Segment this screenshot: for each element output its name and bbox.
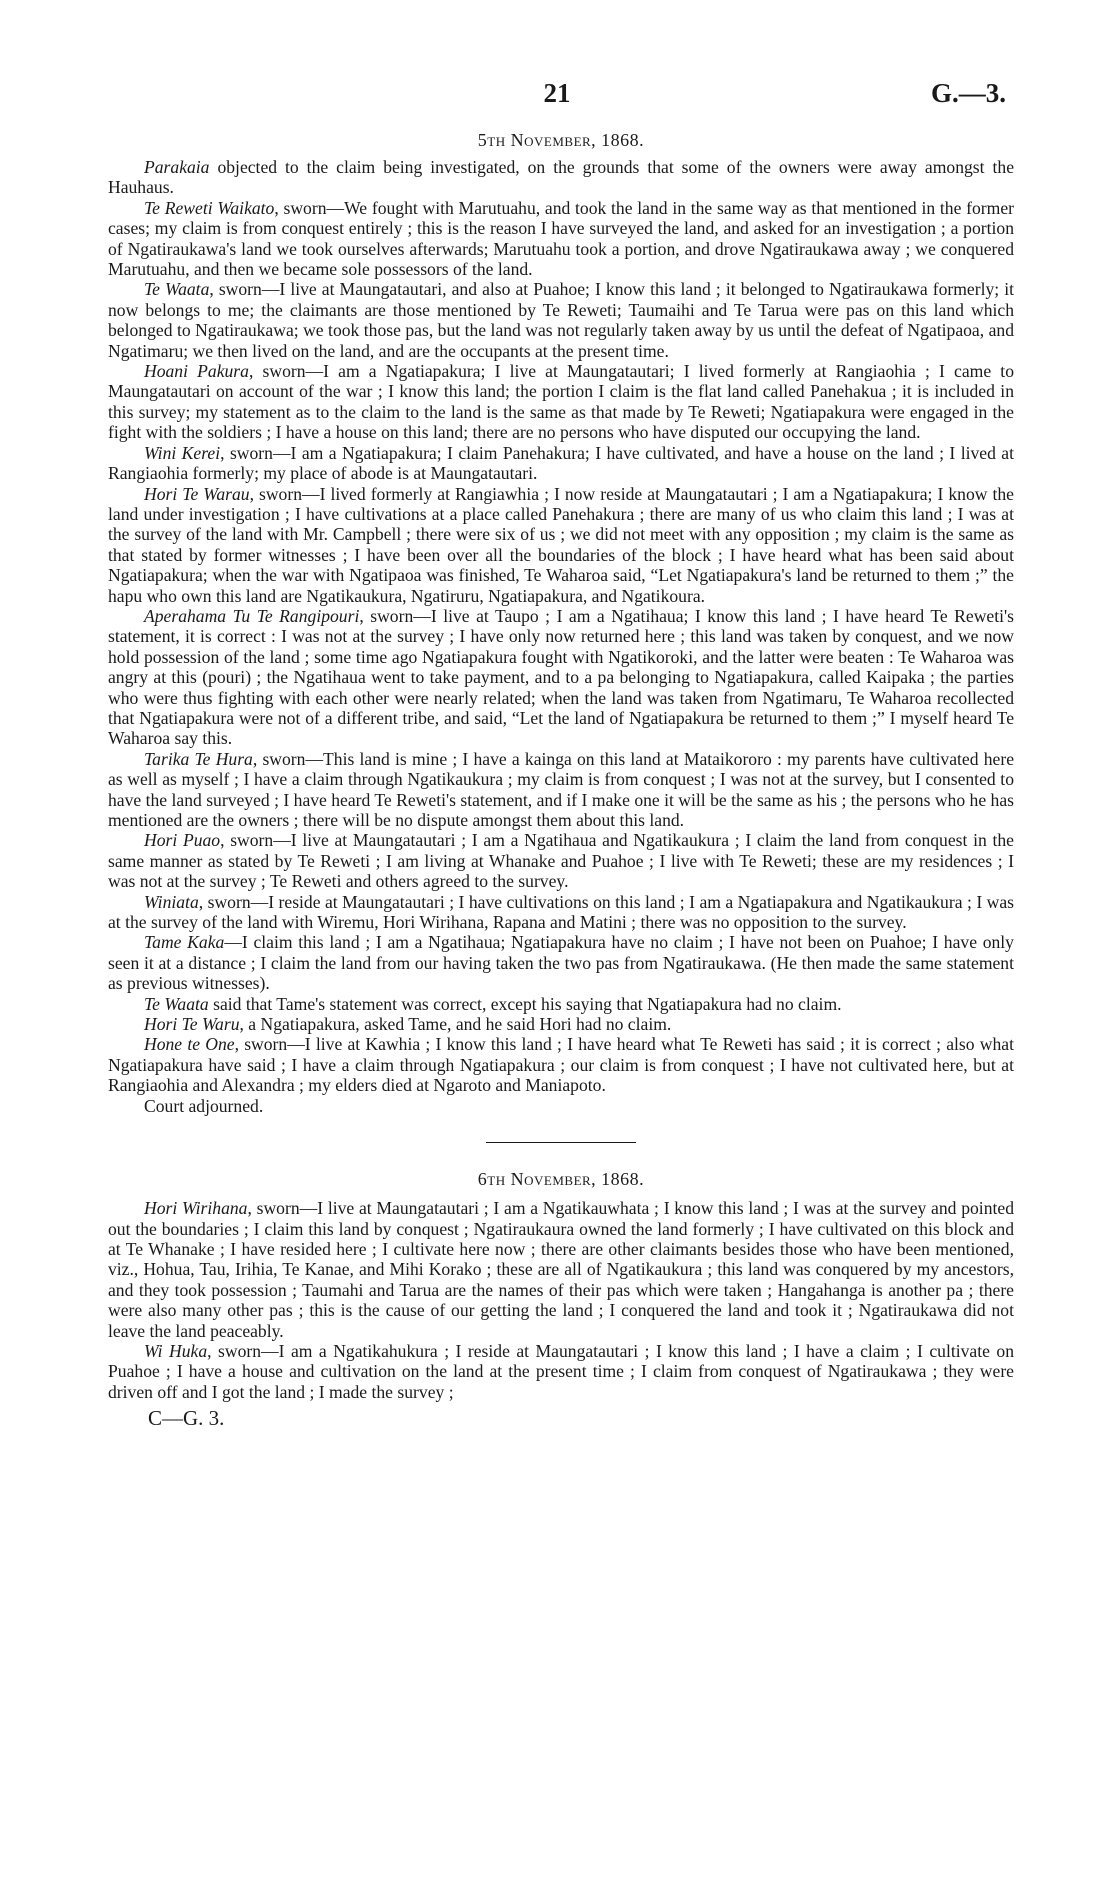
testimony-paragraph [108,443,1014,484]
testimony-text: , sworn—I live at Maungatautari, and also at Puahoe; I know this land ; it belonged to Ngatiraukawa formerly; it now belongs to me; the claimants are those mentioned by Te Reweti; Taumaihi and Te Tarua were pas on this land which belonged to Ngatiraukawa; we took those pas, but the land was not regularly taken away by us until the defeat of Ngatipaoa, and Ngatimaru; we then lived on the land, and are the occupants at the present time. [108,279,1015,361]
testimony-paragraph [108,198,1014,280]
speaker-name: Aperahama Tu Te Rangipouri [144,605,360,626]
testimony-paragraph [108,1198,1014,1341]
testimony-text: —I claim this land ; I am a Ngatihaua; Ngatiapakura have no claim ; I have not been on Puahoe; I have only seen it at a distance ; I claim the land from our having taken the two pas from Ngatiraukawa. (He then made the same statement as previous witnesses). [108,932,1014,994]
testimony-text: , sworn—I live at Kawhia ; I know this land ; I have heard what Te Reweti has said ; it is correct ; also what Ngatiapakura have said ; I have a claim through Ngatiapakura ; our claim is from conquest ; I have not cultivated here, but at Rangiaohia and Alexandra ; my elders died at Ngaroto and Maniapoto. [108,1034,1014,1096]
testimony-paragraph [108,484,1014,606]
testimony-text: , sworn—I live at Taupo ; I am a Ngatihaua; I know this land ; I have heard Te Reweti's statement, it is correct : I was not at the survey ; I have only now returned here ; this land was taken by conquest, and we now hold possession of the land ; some time ago Ngatiapakura fought with Ngatikoroki, and the latter were beaten : Te Waharoa was angry at this (pouri) ; the Ngatihaua went to take payment, and to a pa belonging to Ngatiapakura, called Kaipaka ; the parties who were thus fighting with each other were nearly related; when the land was taken from Ngatimaru, Te Waharoa recollected that Ngatiapakura were not of a different tribe, and said, “Let the land of Ngatiapakura be returned to them ;” I myself heard Te Waharoa say this. [108,605,1014,749]
signature-mark: C—G. 3. [148,1406,225,1431]
speaker-name: Wi Huka [144,1340,208,1361]
testimony-text: , sworn—We fought with Marutuahu, and took the land in the same way as that mentioned in the former cases; my claim is from conquest entirely ; this is the reason I have surveyed the land, and asked for an investigation ; a portion of Ngatiraukawa's land we took ourselves afterwards; Marutuahu took a portion, and drove Ngatiraukawa away ; we conquered Marutuahu, and then we became sole possessors of the land. [108,197,1014,280]
speaker-name: Hone te One [144,1034,235,1055]
testimony-paragraph [108,1014,1014,1034]
testimony-paragraph [108,994,1014,1014]
testimony-text: said that Tame's statement was correct, except his saying that Ngatiapakura had no claim. [208,993,842,1014]
testimony-paragraph [108,157,1014,198]
speaker-name: Hori Te Waru [144,1014,240,1035]
testimony-paragraph [108,361,1014,443]
page-number: 21 [543,78,571,108]
speaker-name: Te Waata [144,993,209,1014]
testimony-paragraph [108,932,1014,993]
testimony-text: , sworn—I live at Maungatautari ; I am a Ngatihaua and Ngatikaukura ; I claim the land from conquest in the same manner as stated by Te Reweti ; I am living at Whanake and Puahoe ; I live with Te Reweti; these are my residences ; I was not at the survey ; Te Reweti and others agreed to the survey. [108,830,1014,892]
testimony-text: objected to the claim being investigated, on the grounds that some of the owners were away amongst the Hauhaus. [108,157,1014,198]
testimony-text: , sworn—I lived formerly at Rangiawhia ; I now reside at Maungatautari ; I am a Ngatiapakura; I know the land under investigation ; I have cultivations at a place called Panehakura ; there are many of us who claim this land ; I was at the survey of the land with Mr. Campbell ; there were six of us ; we did not meet with any opposition ; my claim is the same as that stated by former witnesses ; I have been over all the boundaries of the block ; I have heard what has been said about Ngatiapakura; when the war with Ngatipaoa was finished, Te Waharoa said, “Let Ngatiapakura's land be returned to them ;” the hapu who own this land are Ngatikaukura, Ngatiruru, Ngatiapakura, and Ngatikoura. [108,483,1014,606]
testimony-paragraph [108,1034,1014,1095]
section-date-heading: 6th November, 1868. [477,1169,645,1190]
section-entries [108,157,1014,1096]
testimony-paragraph [108,606,1014,749]
testimony-text: , sworn—I am a Ngatikahukura ; I reside at Maungatautari ; I know this land ; I have a claim ; I cultivate on Puahoe ; I have a house and cultivation on the land at the present time ; I claim from conquest of Ngatiraukawa ; they were driven off and I got the land ; I made the survey ; [108,1340,1014,1402]
speaker-name: Te Reweti Waikato [144,197,275,218]
section-entries [108,1198,1014,1402]
testimony-paragraph [108,279,1014,361]
testimony-paragraph [108,749,1014,831]
page-reference: G.—3. [930,78,1006,108]
testimony-paragraph [108,892,1014,933]
section-date-heading: 5th November, 1868. [477,130,645,150]
testimony-text: , a Ngatiapakura, asked Tame, and he said Hori had no claim. [239,1014,672,1035]
speaker-name: Hori Puao [144,830,221,851]
speaker-name: Parakaia [144,157,210,177]
speaker-name: Tarika Te Hura [144,748,253,769]
testimony-paragraph [108,1341,1014,1402]
testimony-text: , sworn—I am a Ngatiapakura; I live at Maungatautari; I lived formerly at Rangiaohia ; I came to Maungatautari on account of the war ; I know this land; the portion I claim is the flat land called Panehakua ; it is included in this survey; my statement as to the claim to the land is the same as that made by Te Reweti; Ngatiapakura were engaged in the fight with the soldiers ; I have a house on this land; there are no persons who have disputed our occupying the land. [108,361,1014,443]
section-divider [486,1142,636,1143]
speaker-name: Wini Kerei [144,442,221,463]
speaker-name: Winiata [144,891,199,912]
speaker-name: Hori Te Warau [144,483,250,504]
testimony-text: , sworn—I reside at Maungatautari ; I have cultivations on this land ; I am a Ngatiapakura and Ngatikaukura ; I was at the survey of the land with Wiremu, Hori Wirihana, Rapana and Matini ; there was no opposition to the survey. [108,891,1014,933]
page-body [108,130,1014,1431]
testimony-paragraph [108,830,1014,891]
speaker-name: Hoani Pakura [144,361,249,382]
testimony-text: , sworn—I live at Maungatautari ; I am a Ngatikauwhata ; I know this land ; I was at the survey and pointed out the boundaries ; I claim this land by conquest ; Ngatiraukaura owned the land formerly ; I have cultivated on this block and at Te Whanake ; I have resided here ; I cultivate here now ; there are other claimants besides those who have been mentioned, viz., Hohua, Tau, Irihia, Te Kanae, and Mihi Korako ; these are all of Ngatikaukura ; this land was conquered by my ancestors, and they took possession ; Taumahi and Tarua are the names of their pas which were taken ; Hangahanga is another pa ; there were also many other pas ; this is the cause of our getting the land ; I conquered the land and took it ; Ngatiraukawa did not leave the land peaceably. [108,1198,1014,1341]
court-adjourned-note: Court adjourned. [144,1095,264,1116]
speaker-name: Tame Kaka [144,932,225,953]
speaker-name: Hori Wirihana [144,1198,248,1219]
speaker-name: Te Waata [144,279,210,300]
testimony-text: , sworn—This land is mine ; I have a kainga on this land at Mataikororo : my parents have cultivated here as well as myself ; I have a claim through Ngatikaukura ; my claim is from conquest ; I was not at the survey, but I consented to have the land surveyed ; I have heard Te Reweti's statement, and if I make one it will be the same as his ; the persons who he has mentioned are the owners ; there will be no dispute amongst them about this land. [108,748,1014,830]
testimony-text: , sworn—I am a Ngatiapakura; I claim Panehakura; I have cultivated, and have a house on the land ; I lived at Rangiaohia formerly; my place of abode is at Maungatautari. [108,442,1014,484]
